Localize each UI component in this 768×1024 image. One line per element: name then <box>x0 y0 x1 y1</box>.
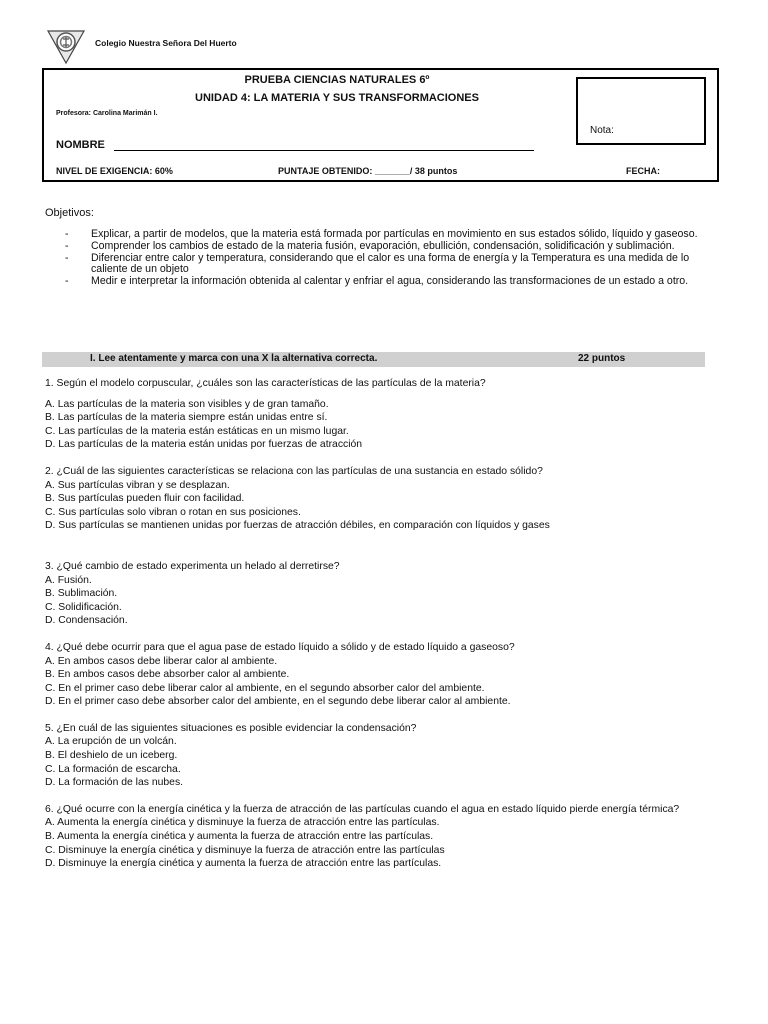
option-b[interactable]: B. En ambos casos debe absorber calor al ambiente. <box>45 669 290 681</box>
section-points: 22 puntos <box>578 353 626 364</box>
objectives-section <box>45 207 705 288</box>
option-a[interactable]: A. Fusión. <box>45 574 92 586</box>
question-text: 4. ¿Qué debe ocurrir para que el agua pase de estado líquido a sólido y de estado líquido a gaseoso? <box>45 641 515 653</box>
option-a[interactable]: A. En ambos casos debe liberar calor al ambiente. <box>45 655 278 667</box>
exigencia-level: NIVEL DE EXIGENCIA: 60% <box>56 166 173 176</box>
option-a[interactable]: A. Aumenta la energía cinética y disminuye la fuerza de atracción entre las partículas. <box>45 817 440 829</box>
option-b[interactable]: B. Las partículas de la materia siempre están unidas entre sí. <box>45 412 328 424</box>
option-b[interactable]: B. Aumenta la energía cinética y aumenta la fuerza de atracción entre las partículas. <box>45 831 434 843</box>
option-c[interactable]: C. Sus partículas solo vibran o rotan en sus posiciones. <box>45 506 301 518</box>
option-b[interactable]: B. Sus partículas pueden fluir con facilidad. <box>45 493 245 505</box>
question-text: 1. Según el modelo corpuscular, ¿cuáles son las características de las partículas de la materia? <box>45 378 486 389</box>
objective-item: - Comprender los cambios de estado de la materia fusión, evaporación, ebullición, condensación, solidificación y sublimación. <box>65 240 675 252</box>
option-c[interactable]: C. Disminuye la energía cinética y disminuye la fuerza de atracción entre las partículas <box>45 844 445 856</box>
option-b[interactable]: B. Sublimación. <box>45 588 118 600</box>
option-d[interactable]: D. Disminuye la energía cinética y aumenta la fuerza de atracción entre las partículas. <box>45 858 442 870</box>
option-d[interactable]: D. Las partículas de la materia están unidas por fuerzas de atracción <box>45 439 363 451</box>
objectives-title: Objetivos: <box>45 207 94 219</box>
exam-header <box>42 68 719 182</box>
date-field[interactable]: FECHA: <box>626 166 660 176</box>
section-header <box>42 352 705 367</box>
option-c[interactable]: C. La formación de escarcha. <box>45 763 181 775</box>
option-a[interactable]: A. Sus partículas vibran y se desplazan. <box>45 479 230 491</box>
section-title: I. Lee atentamente y marca con una X la alternativa correcta. <box>90 353 378 364</box>
objective-item: - Explicar, a partir de modelos, que la materia está formada por partículas en movimiento en sus estados sólido, líquido y gaseoso. <box>65 228 698 240</box>
school-logo-icon <box>46 27 86 65</box>
question-text: 5. ¿En cuál de las siguientes situaciones es posible evidenciar la condensación? <box>45 722 417 734</box>
option-d[interactable]: D. Sus partículas se mantienen unidas por fuerzas de atracción débiles, en comparación con líquidos y gases <box>45 520 550 532</box>
exam-title: PRUEBA CIENCIAS NATURALES 6º <box>244 74 430 86</box>
question-1 <box>45 377 715 452</box>
option-d[interactable]: D. En el primer caso debe absorber calor del ambiente, en el segundo debe liberar calor al ambiente. <box>45 696 511 708</box>
option-b[interactable]: B. El deshielo de un iceberg. <box>45 750 178 762</box>
grade-box[interactable] <box>576 77 706 145</box>
question-3 <box>45 560 715 628</box>
option-a[interactable]: A. La erupción de un volcán. <box>45 736 177 748</box>
option-c[interactable]: C. Las partículas de la materia están estáticas en un mismo lugar. <box>45 425 349 437</box>
teacher-name: Profesora: Carolina Marimán I. <box>56 110 158 117</box>
questions-list <box>45 377 715 884</box>
question-2 <box>45 465 715 533</box>
question-6 <box>45 803 715 871</box>
objective-item: - Diferenciar entre calor y temperatura, considerando que el calor es una forma de energía y la Temperatura es una medida de lo caliente de un objeto <box>65 252 690 275</box>
option-c[interactable]: C. En el primer caso debe liberar calor al ambiente, en el segundo absorber calor del ambiente. <box>45 682 485 694</box>
exam-unit: UNIDAD 4: LA MATERIA Y SUS TRANSFORMACIONES <box>195 92 479 104</box>
name-field[interactable] <box>114 150 534 151</box>
option-d[interactable]: D. Condensación. <box>45 615 128 627</box>
question-5 <box>45 722 715 790</box>
question-text: 3. ¿Qué cambio de estado experimenta un helado al derretirse? <box>45 560 340 572</box>
option-d[interactable]: D. La formación de las nubes. <box>45 777 184 789</box>
option-c[interactable]: C. Solidificación. <box>45 601 122 613</box>
objective-item: - Medir e interpretar la información obtenida al calentar y enfriar el agua, considerando las transformaciones de un estado a otro. <box>65 275 689 287</box>
question-text: 2. ¿Cuál de las siguientes características se relaciona con las partículas de una sustancia en estado sólido? <box>45 465 543 477</box>
score-field[interactable]: PUNTAJE OBTENIDO: _______/ 38 puntos <box>278 166 458 176</box>
question-text: 6. ¿Qué ocurre con la energía cinética y la fuerza de atracción de las partículas cuando el agua en estado líquido pierde energía térmica? <box>45 803 680 815</box>
school-name: Colegio Nuestra Señora Del Huerto <box>95 38 237 48</box>
option-a[interactable]: A. Las partículas de la materia son visibles y de gran tamaño. <box>45 398 329 410</box>
question-4 <box>45 641 715 709</box>
name-label: NOMBRE <box>56 139 105 151</box>
grade-label: Nota: <box>590 125 614 136</box>
